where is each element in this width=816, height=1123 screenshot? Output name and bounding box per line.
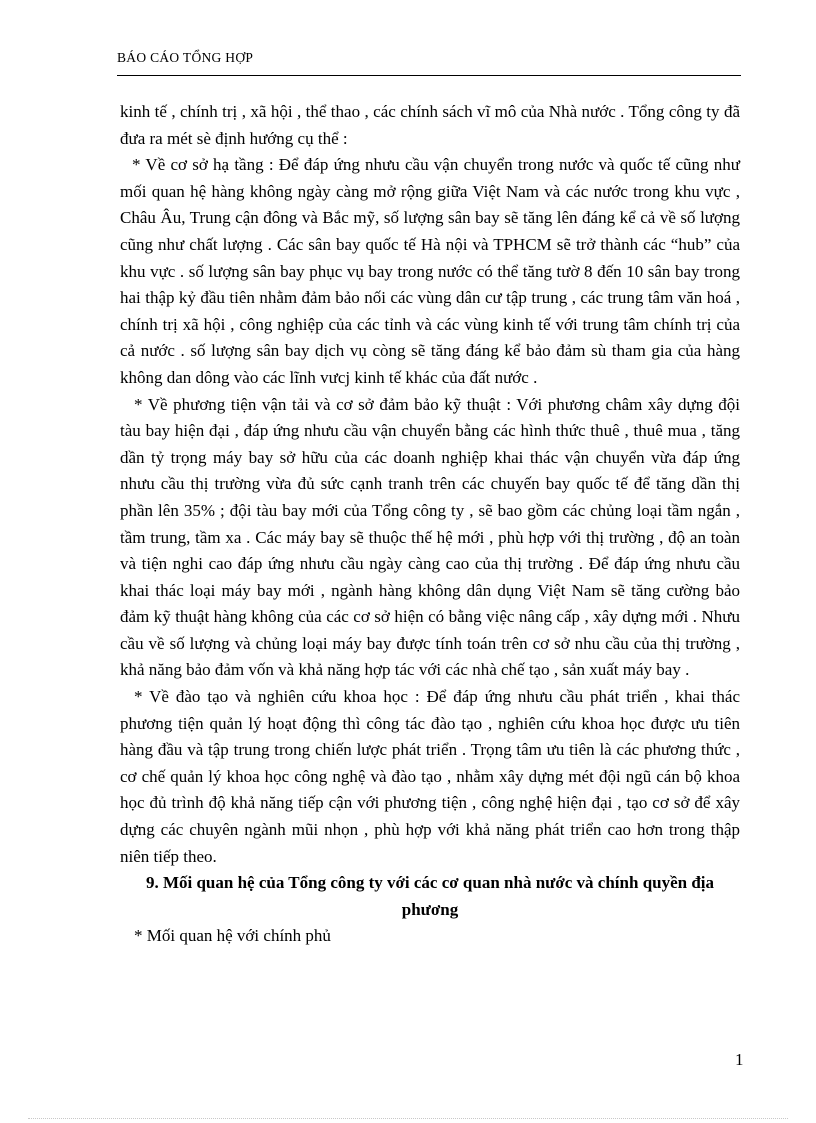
section-heading: 9. Mối quan hệ của Tổng công ty với các cơ quan nhà nước và chính quyền địa phương xyxy=(145,873,715,919)
paragraph-transport: * Về phương tiện vận tải và cơ sở đảm bảo kỹ thuật : Với phương châm xây dựng đội tàu bay hiện đại , đáp ứng nhưu cầu vận chuyển bằng các hình thức thuê , thuê mua , tăng dần tỷ trọng máy bay sở hữu của các doanh nghiệp khai thác vận chuyển vừa đáp ứng nhưu cầu thị trường vừa đủ sức cạnh tranh trên các chuyến bay quốc tế để tăng dần thị phần lên 35% ; đội tàu bay mới của Tổng công ty , sẽ bao gồm các chủng loại tầm ngắn , tầm trung, tầm xa . Các máy bay sẽ thuộc thế hệ mới , phù hợp với thị trường , độ an toàn và tiện nghi cao đáp ứng nhưu cầu ngày càng cao của thị trường . Để đáp ứng nhưu cầu khai thác loại máy bay mới , ngành hàng không dân dụng Việt Nam sẽ tăng cường bảo đảm kỹ thuật hàng không của các cơ sở hiện có bằng việc nâng cấp , xây dựng mới . Nhưu cầu về số lượng và chủng loại máy bay được tính toán trên cơ sở nhu cầu của thị trường , khả năng bảo đảm vốn và khả năng hợp tác với các nhà chế tạo , sản xuất máy bay . xyxy=(120,394,740,680)
subheading-government: * Mối quan hệ với chính phủ xyxy=(134,926,331,946)
footer-divider xyxy=(28,1118,788,1119)
page-number: 1 xyxy=(735,1050,744,1069)
page-header-title: BÁO CÁO TỔNG HỢP xyxy=(117,50,254,65)
paragraph-training: * Về đào tạo và nghiên cứu khoa học : Để đáp ứng nhưu cầu phát triển , khai thác phương tiện quản lý hoạt động thì công tác đào tạo , nghiên cứu khoa học được ưu tiên hàng đầu và tập trung trong chiến lược phát triển . Trọng tâm ưu tiên là các phương thức , cơ chế quản lý khoa học công nghệ và đào tạo , nhằm xây dựng mét đội ngũ cán bộ khoa học đủ trình độ khả năng tiếp cận với phương tiện , công nghệ hiện đại , tạo cơ sở để xây dựng các chuyên ngành mũi nhọn , phù hợp với khả năng phát triển cao hơn trong thập niên tiếp theo. xyxy=(120,687,740,866)
header-divider xyxy=(117,75,741,76)
document-body xyxy=(120,99,740,950)
paragraph-intro: kinh tế , chính trị , xã hội , thể thao , các chính sách vĩ mô của Nhà nước . Tổng công ty đã đưa ra mét sè định hướng cụ thể : xyxy=(120,102,740,148)
paragraph-infrastructure: * Về cơ sở hạ tầng : Để đáp ứng nhưu cầu vận chuyển trong nước và quốc tế cũng như mối quan hệ hàng không ngày càng mở rộng giữa Việt Nam và các nước trong khu vực , Châu Âu, Trung cận đông và Bắc mỹ, số lượng sân bay sẽ tăng lên đáng kể cả về số lượng cũng như chất lượng . Các sân bay quốc tế Hà nội và TPHCM sẽ trở thành các “hub” của khu vực . số lượng sân bay phục vụ bay trong nước có thể tăng tườ 8 đến 10 sân bay trong hai thập kỷ đầu tiên nhằm đảm bảo nối các vùng dân cư tập trung , các trung tâm văn hoá , chính trị xã hội , công nghiệp của các tỉnh và các vùng kinh tế với trung tâm chính trị của cả nước . số lượng sân bay dịch vụ còng sẽ tăng đáng kể bảo đảm sù tham gia của hàng không dan dông vào các lĩnh vưcj kinh tế khác của đất nước . xyxy=(120,155,740,387)
